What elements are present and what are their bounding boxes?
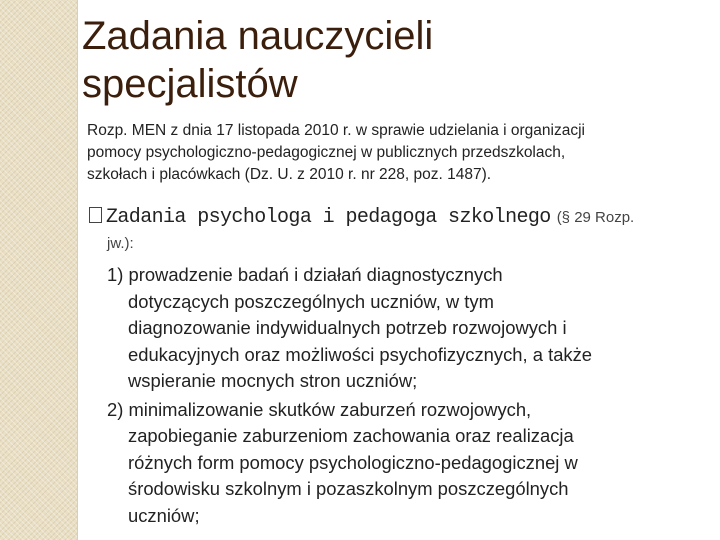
section-heading-reference-cont: jw.):: [107, 235, 134, 252]
slide-title-line: specjalistów: [82, 62, 298, 106]
legal-basis-line: szkołach i placówkach (Dz. U. z 2010 r. nr 228, poz. 1487).: [87, 166, 492, 183]
list-item-line: diagnozowanie indywidualnych potrzeb rozwojowych i: [128, 317, 567, 338]
legal-basis-text: [87, 120, 697, 186]
list-item-line: dotyczących poszczególnych uczniów, w tym: [128, 290, 494, 312]
list-item-line: wspieranie mocnych stron uczniów;: [128, 370, 418, 391]
list-item-line: różnych form pomocy psychologiczno-pedagogicznej w: [128, 451, 578, 473]
section-heading-reference: (§ 29 Rozp.: [556, 209, 635, 226]
list-item-line: uczniów;: [128, 504, 200, 526]
list-item-line: środowisku szkolnym i pozaszkolnym poszczególnych: [128, 478, 569, 499]
legal-basis-line: Rozp. MEN z dnia 17 listopada 2010 r. w sprawie udzielania i organizacji: [87, 122, 585, 139]
section-heading: [87, 206, 717, 252]
list-item-line: 1) prowadzenie badań i działań diagnostycznych: [107, 264, 503, 285]
list-item-line: zapobieganie zaburzeniom zachowania oraz realizacja: [128, 425, 574, 446]
list-item-line: edukacyjnych oraz możliwości psychofizycznych, a także: [128, 343, 593, 365]
section-heading-main: Zadania psychologa i pedagoga szkolnego: [106, 206, 551, 229]
slide-title: [82, 12, 433, 108]
list-item: [107, 397, 712, 530]
legal-basis-line: pomocy psychologiczno-pedagogicznej w publicznych przedszkolach,: [87, 144, 566, 161]
box-bullet-icon: [89, 207, 102, 223]
slide-title-line: Zadania nauczycieli: [82, 14, 434, 58]
task-list: [107, 262, 712, 531]
list-item-line: 2) minimalizowanie skutków zaburzeń rozwojowych,: [107, 398, 532, 420]
list-item: [107, 262, 712, 395]
decorative-side-stripe: [0, 0, 77, 540]
